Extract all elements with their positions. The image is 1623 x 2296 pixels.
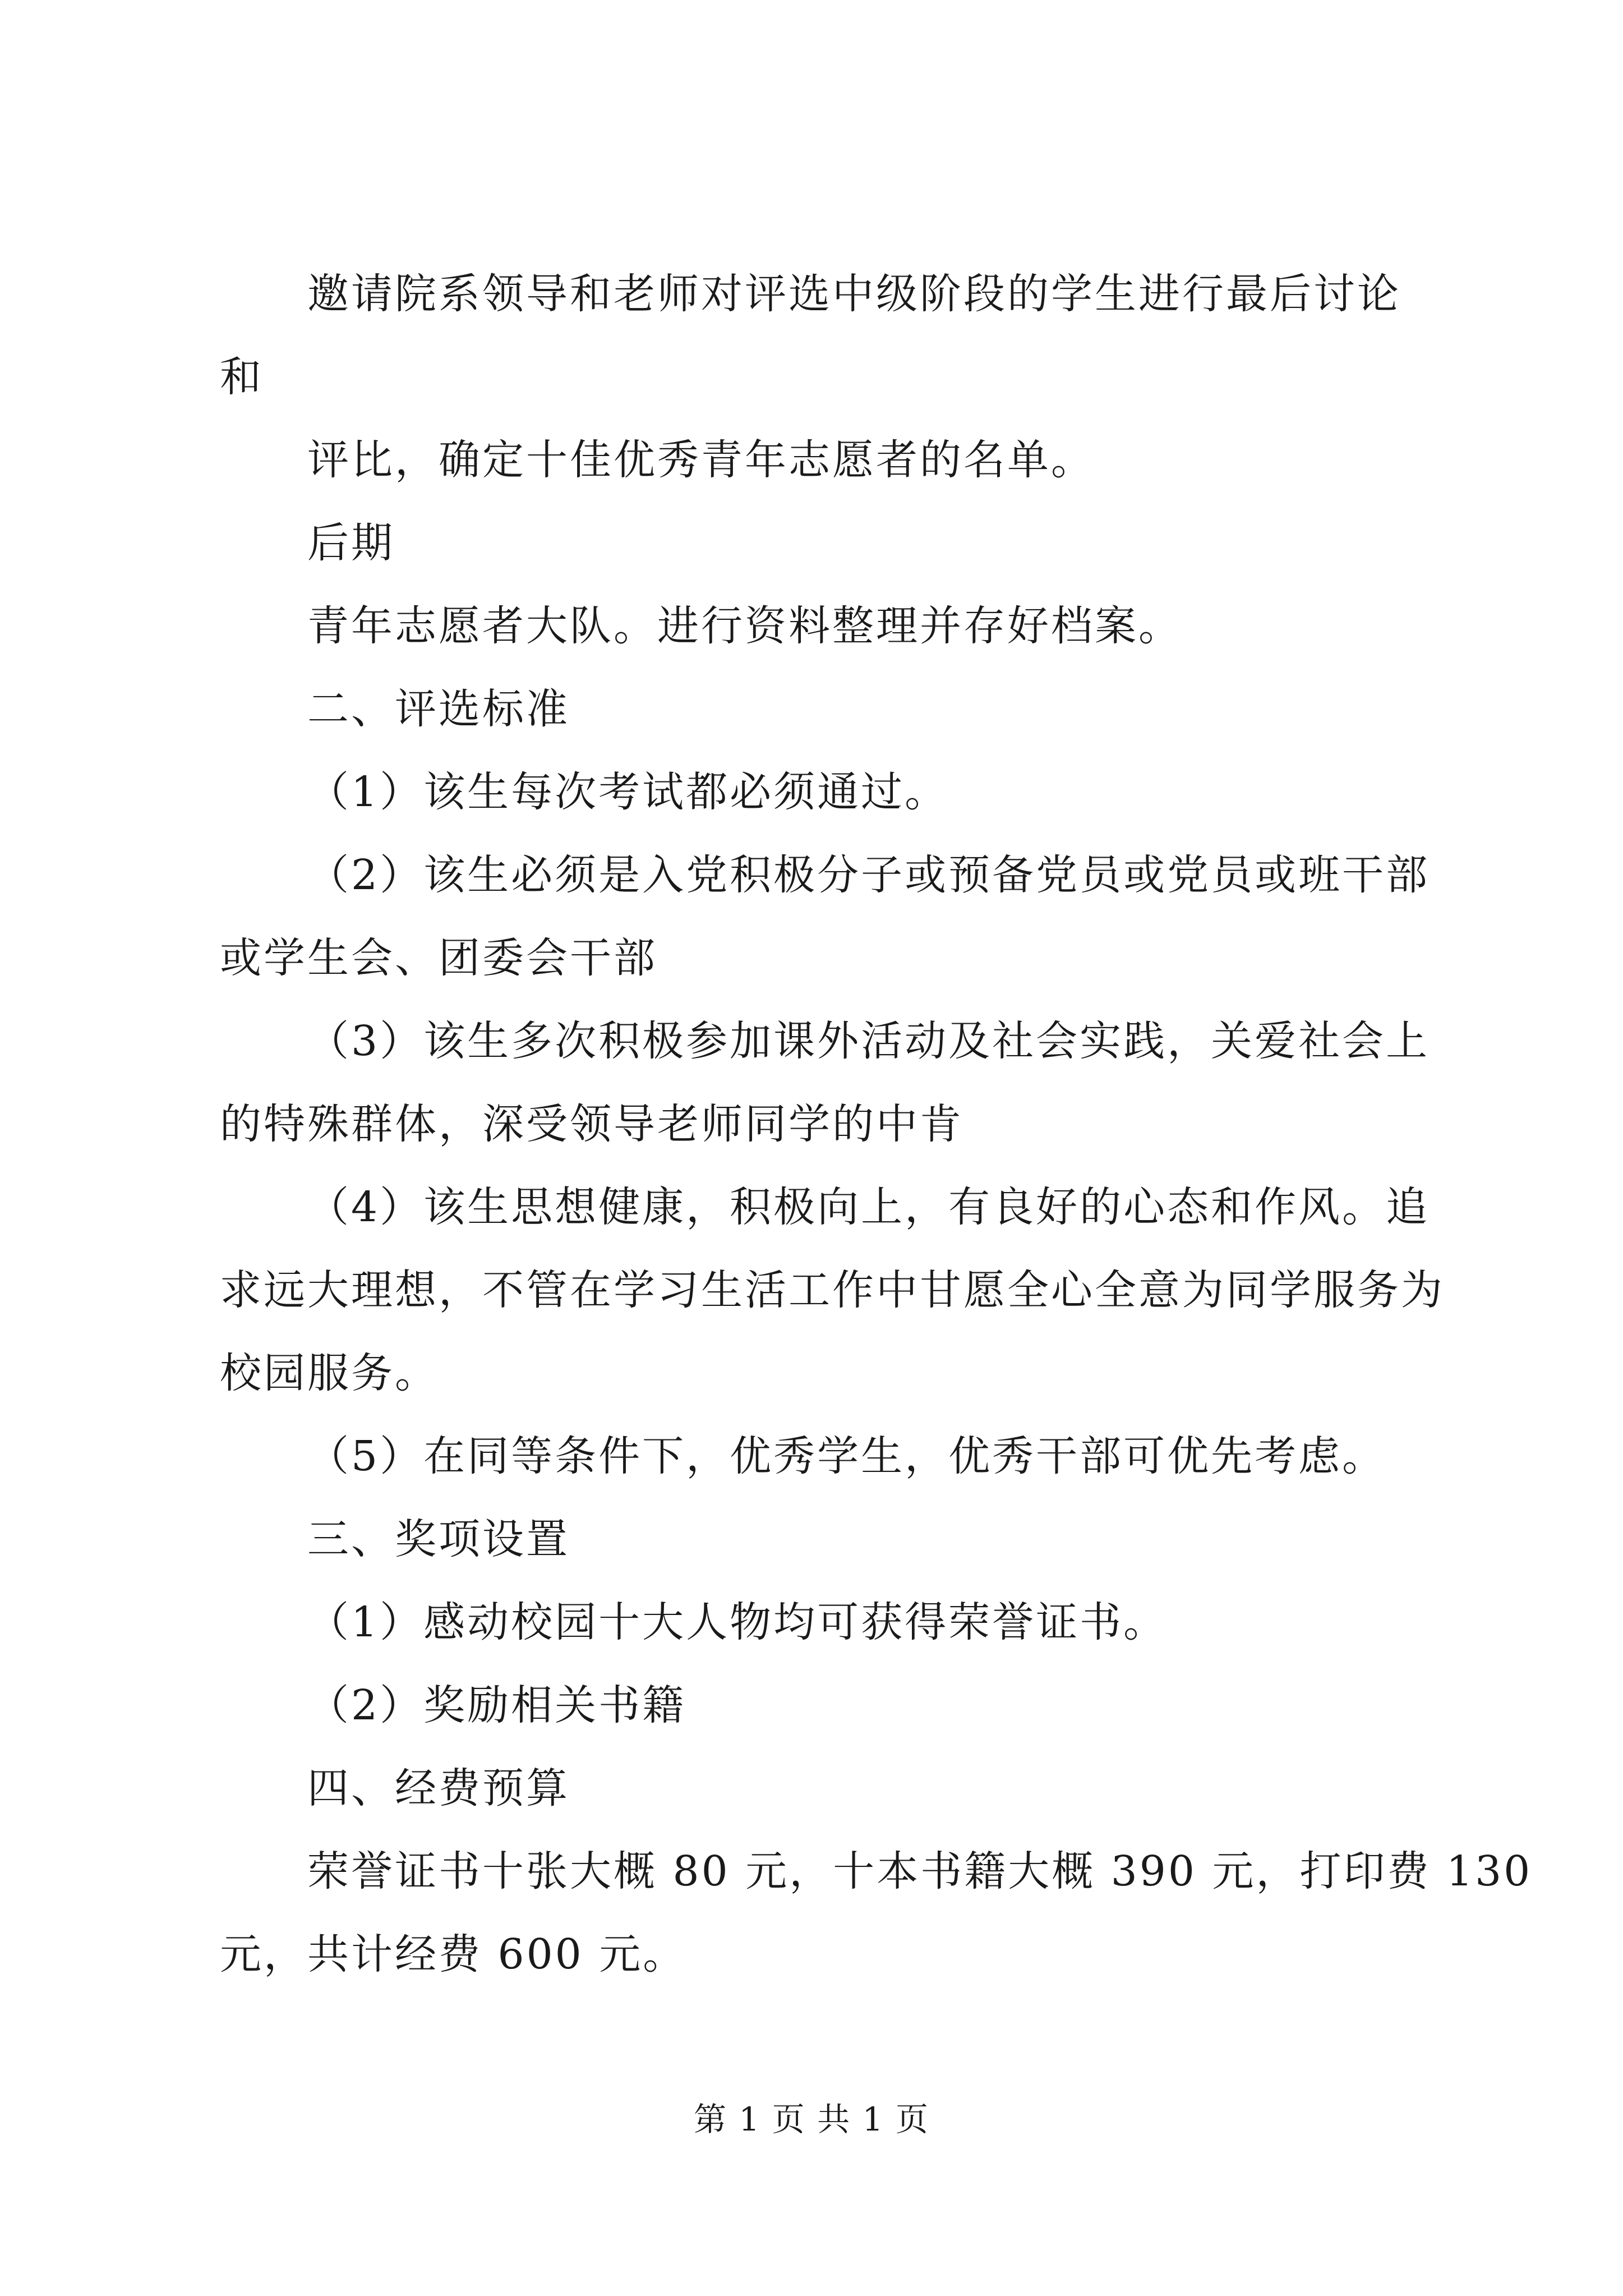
- list-item: （1）该生每次考试都必须通过。: [307, 768, 949, 816]
- paragraph-line: 青年志愿者大队。进行资料整理并存好档案。: [307, 602, 1182, 650]
- section-heading: 三、奖项设置: [307, 1515, 570, 1563]
- list-item-continuation: 或学生会、团委会干部: [220, 934, 657, 982]
- section-label: 后期: [307, 519, 395, 567]
- section-heading: 二、评选标准: [307, 685, 570, 733]
- list-item: （2）该生必须是入党积极分子或预备党员或党员或班干部: [307, 851, 1430, 899]
- list-item: （5）在同等条件下，优秀学生，优秀干部可优先考虑。: [307, 1432, 1386, 1480]
- paragraph-line: 邀请院系领导和老师对评选中级阶段的学生进行最后讨论: [307, 270, 1401, 318]
- paragraph-line: 元，共计经费 600 元。: [220, 1930, 687, 1978]
- list-item: （2）奖励相关书籍: [307, 1681, 686, 1729]
- paragraph-line: 和: [220, 353, 264, 401]
- list-item: （1）感动校园十大人物均可获得荣誉证书。: [307, 1598, 1168, 1646]
- paragraph-line: 荣誉证书十张大概 80 元，十本书籍大概 390 元，打印费 130: [307, 1847, 1533, 1895]
- list-item-continuation: 求远大理想，不管在学习生活工作中甘愿全心全意为同学服务为: [220, 1266, 1445, 1314]
- list-item: （3）该生多次积极参加课外活动及社会实践，关爱社会上: [307, 1017, 1430, 1065]
- section-heading: 四、经费预算: [307, 1764, 570, 1812]
- list-item-continuation: 的特殊群体，深受领导老师同学的中肯: [220, 1100, 963, 1148]
- list-item-continuation: 校园服务。: [220, 1349, 439, 1397]
- page-footer: 第 1 页 共 1 页: [694, 2100, 929, 2138]
- paragraph-line: 评比，确定十佳优秀青年志愿者的名单。: [307, 436, 1095, 484]
- list-item: （4）该生思想健康，积极向上，有良好的心态和作风。追: [307, 1183, 1430, 1231]
